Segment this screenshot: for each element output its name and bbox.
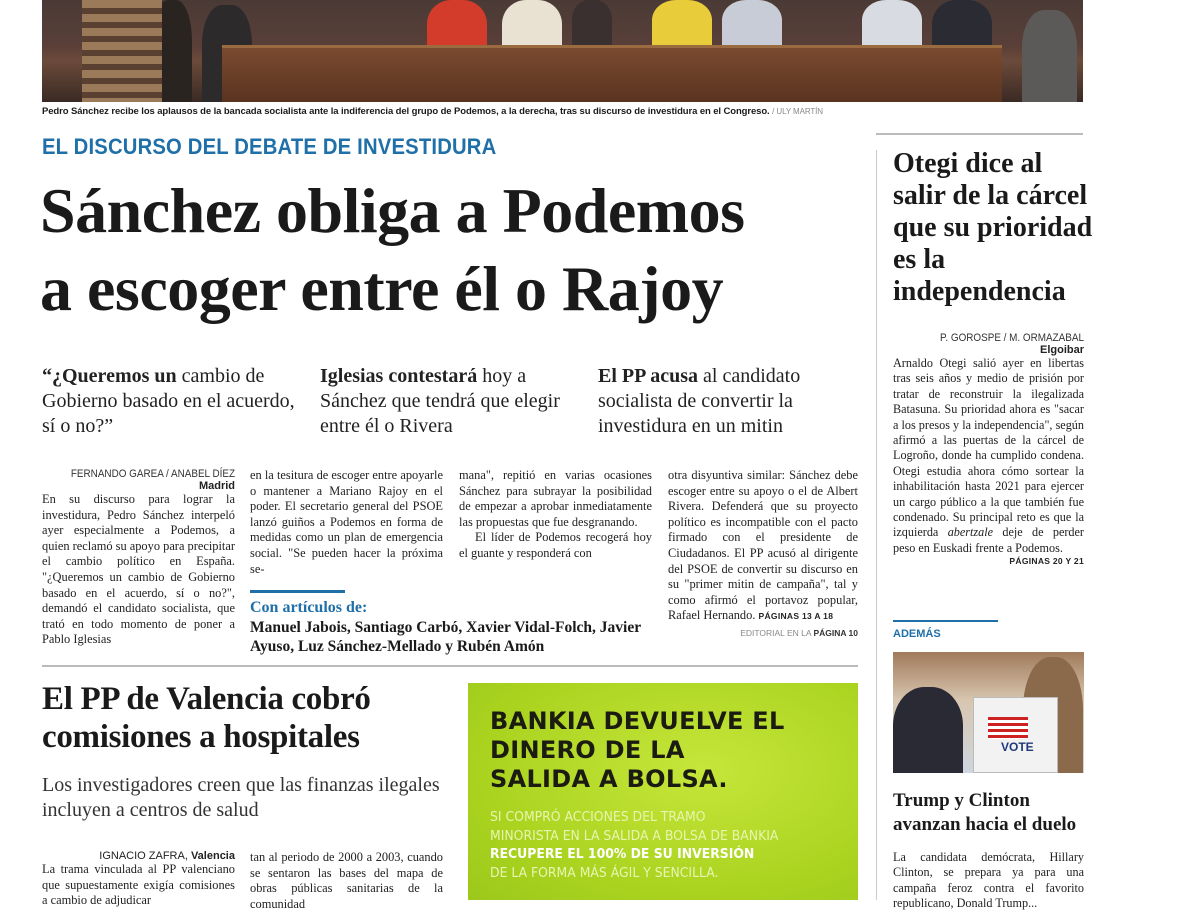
editorial-ref[interactable]: EDITORIAL EN LA PÁGINA 10 xyxy=(740,627,858,638)
valencia-deck: Los investigadores creen que las finanzas ilegales incluyen a centros de salud xyxy=(42,774,440,821)
vote-sign-text: VOTE xyxy=(1001,740,1034,754)
articles-label: Con artículos de: xyxy=(250,599,368,616)
bankia-ad[interactable] xyxy=(468,683,858,900)
ademas-label: ADEMÁS xyxy=(893,628,941,640)
main-column-1: FERNANDO GAREA / ANABEL DÍEZ Madrid En su discurso para lograr la investidura, Pedro Sánchez interpeló ayer especialmente a Podemos, a quien reclamó su apoyo para precipitar el cambio político en España. "¿Queremos un cambio de Gobierno basado en el acuerdo, sí o no?", demandó el candidato socialista, que trató en todo momento de poner a Pablo Iglesias xyxy=(42,468,236,647)
deck-3: El PP acusa al candidato socialista de convertir la investidura en un mitin xyxy=(598,365,801,437)
otegi-headline[interactable]: Otegi dice al salir de la cárcel que su prioridad es la independencia xyxy=(893,148,1093,307)
trump-clinton-body: La candidata demócrata, Hillary Clinton, se prepara ya para una campaña feroz contra el favorito republicano, Donald Trump... xyxy=(893,850,1084,911)
column-rule xyxy=(876,150,877,900)
section-kicker: EL DISCURSO DEL DEBATE DE INVESTIDURA xyxy=(42,134,497,159)
divider xyxy=(250,590,345,593)
flag-icon xyxy=(988,717,1028,739)
otegi-article: P. GOROSPE / M. ORMAZABAL Elgoibar Arnaldo Otegi salió ayer en libertas tras seis años y medio de prisión por tratar de reconstruir la ilegalizada Batasuna. Su prioridad ahora es "sacar a los presos y la independencia", según afirmó a las puertas de la cárcel de Logroño, donde ha cumplido condena. Otegi estudia ahora cómo sortear la inhabilitación hasta 2021 para ejercer un cargo público a la que también fue condenado. Su principal reto es que la izquierda abertzale deje de perder peso en Euskadi frente a Podemos. PÁGINAS 20 Y 21 xyxy=(893,332,1084,567)
ad-headline: BANKIA DEVUELVE EL DINERO DE LA SALIDA A BOLSA. xyxy=(490,707,785,793)
main-column-3: mana", repitió en varias ocasiones Sánchez para subrayar la posibilidad de empezar a aprobar inmediatamente las propuestas que fue desgranando. El líder de Podemos recogerá hoy el guante y responderá con xyxy=(459,468,652,560)
pages-ref[interactable]: PÁGINAS 13 A 18 xyxy=(758,611,834,622)
valencia-column-2: tan al periodo de 2000 a 2003, cuando se sentaron las bases del mapa de obras públicas sanitarias de la comunidad xyxy=(250,850,443,911)
valencia-headline[interactable]: El PP de Valencia cobró comisiones a hospitales xyxy=(42,681,371,755)
main-headline[interactable]: Sánchez obliga a Podemos a escoger entre él o Rajoy xyxy=(40,175,745,324)
photo-caption: Pedro Sánchez recibe los aplausos de la bancada socialista ante la indiferencia del grupo de Podemos, a la derecha, tras su discurso de investidura en el Congreso. / ULY MARTÍN xyxy=(42,106,823,117)
deck-1: “¿Queremos un cambio de Gobierno basado en el acuerdo, sí o no?” xyxy=(42,365,295,437)
trump-clinton-headline[interactable]: Trump y Clinton avanzan hacia el duelo xyxy=(893,790,1077,835)
main-column-4: otra disyuntiva similar: Sánchez debe escoger entre su apoyo o el de Albert Rivera. Defenderá que su proyecto político es incompatible con el pacto firmado con el presidente de Ciudadanos. El PP acusó al dirigente del PSOE de convertir su discurso en su "primer mitin de campaña", tal y como afirmó el portavoz popular, Rafael Hernando. PÁGINAS 13 A 18 EDITORIAL EN LA PÁGINA 10 xyxy=(668,468,858,638)
congress-photo xyxy=(42,0,1083,102)
main-column-2: en la tesitura de escoger entre apoyarle o mantener a Mariano Rajoy en el poder. El secretario general del PSOE lanzó guiños a Podemos en forma de medidas como un plan de emergencia social. "Se pueden hacer la próxima se- xyxy=(250,468,443,576)
voting-photo xyxy=(893,652,1084,773)
deck-2: Iglesias contestará hoy a Sánchez que tendrá que elegir entre él o Rivera xyxy=(320,365,560,437)
valencia-column-1: IGNACIO ZAFRA, Valencia La trama vinculada al PP valenciano que supuestamente exigía comisiones a cambio de adjudicar xyxy=(42,850,235,908)
ad-copy: SI COMPRÓ ACCIONES DEL TRAMO MINORISTA EN LA SALIDA A BOLSA DE BANKIA RECUPERE EL 100% DE SU INVERSIÓN DE LA FORMA MÁS ÁGIL Y SENCILLA. xyxy=(490,809,779,881)
articles-authors: Manuel Jabois, Santiago Carbó, Xavier Vidal-Folch, Javier Ayuso, Luz Sánchez-Mellado y Rubén Amón xyxy=(250,619,641,655)
